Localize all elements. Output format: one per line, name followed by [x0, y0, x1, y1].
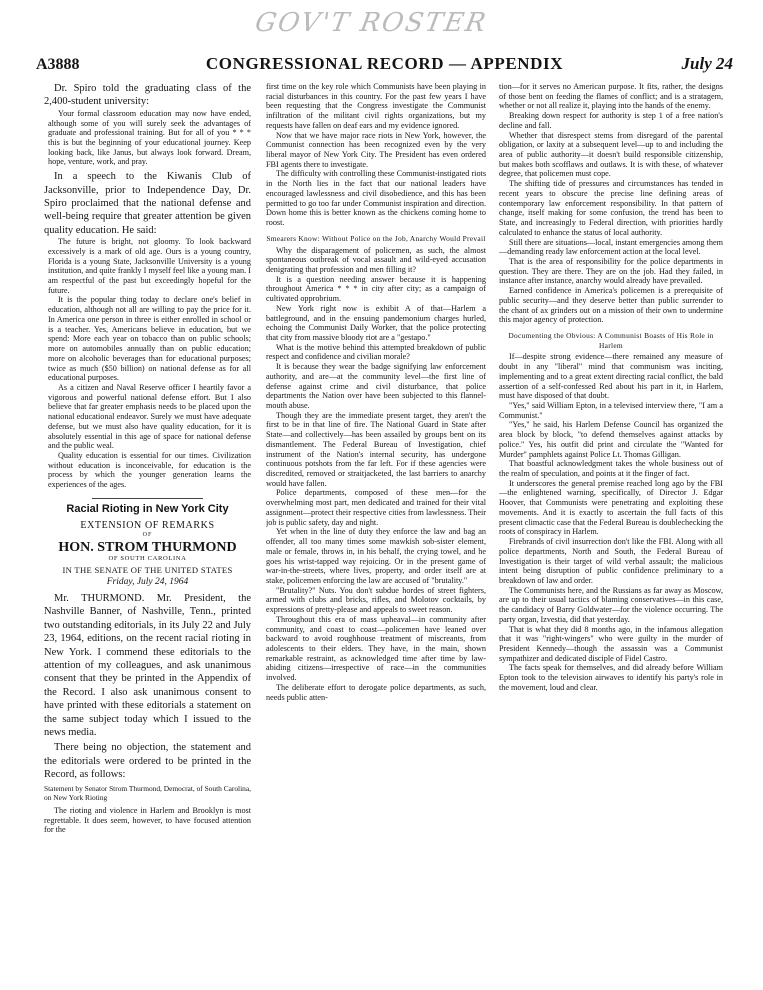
paragraph: Why the disparagement of policemen, as such, the almost spontaneous outbreak of vocal assault and wild-eyed accusation denigrating that profession and men filling it?	[266, 245, 486, 274]
paragraph: That boastful acknowledgment takes the whole business out of the realm of speculation, and points at it the finger of fact.	[499, 459, 723, 479]
divider	[92, 498, 203, 499]
paragraph: The shifting tide of pressures and circumstances has tended in recent years to obscure the precise line defining areas of contemporary law enforcement responsibility. In that pattern of change, itself making for some confusion, the trend has been to State, and increasingly to Federal direction, with priorities hardly calculated to enhance the status of local authority.	[499, 179, 723, 237]
speaker-name: HON. STROM THURMOND	[58, 540, 237, 555]
paragraph: New York right now is exhibit A of that—Harlem a battleground, and in the ensuing pandemonium charges hurled, echoing the Communist Daily Worker, that the police protecting that city from massive bloody riot are a "gestapo."	[266, 303, 486, 342]
paragraph: Mr. THURMOND. Mr. President, the Nashville Banner, of Nashville, Tenn., printed two outstanding editorials, in its July 22 and July 23, 1964, editions, on the recent racial rioting in New York. I commend these editorials to the attention of my colleagues, and ask unanimous consent that they be printed in the Appendix of the Record. I also ask unanimous consent to have printed with these editorials a statement on the same subject today which I issued to the news media.	[44, 592, 251, 738]
header-date: July 24	[681, 54, 733, 73]
paragraph: Still there are situations—local, instant emergencies among them—demanding ready law enforcement action at the local level.	[499, 237, 723, 257]
paragraph: "Yes," he said, his Harlem Defense Council has organized the area block by block, "to defend themselves against attacks by police." Yes, his outfit did print and circulate the "Wanted for Murder" pamphlets against Police Lt. Thomas Gilligan.	[499, 420, 723, 459]
paragraph: It is a question needing answer because it is happening throughout America * * * in city after city; as a campaign of cultivated opprobrium.	[266, 274, 486, 304]
paragraph: "Brutality?" Nuts. You don't subdue hordes of street fighters, armed with clubs and bricks, rifles, and Molotov cocktails, by expressions of pretty-please and appeals to sweet reason.	[266, 585, 486, 615]
editorial-heading: Documenting the Obvious: A Communist Boasts of His Role in Harlem	[508, 330, 714, 350]
paragraph: There being no objection, the statement and the editorials were ordered to be printed in the Record, as follows:	[44, 742, 251, 781]
paragraph: Dr. Spiro told the graduating class of the 2,400-student university:	[44, 83, 251, 108]
paragraph: The deliberate effort to derogate police departments, as such, needs public atten-	[266, 682, 486, 702]
paragraph: That is what they did 8 months ago, in the infamous allegation that it was "right-wingers" who were guilty in the murder of President Kennedy—though the assassin was a Communist sympathizer and dedicated disciple of Fidel Castro.	[499, 624, 723, 663]
quote-paragraph: As a citizen and Naval Reserve officer I heartily favor a vigorous and powerful national defense effort. But I also believe that far greater emphasis needs to be placed upon the national educational endeavor. Surely we must have adequate defense, but we must also have quality education, for it is absolutely essential in this age of space for national defense and the public weal.	[48, 382, 251, 451]
paragraph: If—despite strong evidence—there remained any measure of doubt in any "liberal" mind that communism was inciting, implementing and to a great extent directing racial conflict, the bald assertion of a self-confessed Red about his part in it, in Harlem, must have disposed of that doubt.	[499, 352, 723, 401]
quote-paragraph: Your formal classroom education may now have ended, although some of you will surely seek the advantages of graduate and professional training. But for all of you * * * this is but the beginning of your educational journey. Keep looking back, like Janus, but always look forward. Dream, hope, venture, work, and pray.	[48, 108, 251, 167]
paragraph: "Yes," said William Epton, in a televised interview there, "I am a Communist."	[499, 401, 723, 420]
paragraph: first time on the key role which Communists have been playing in racial disturbances in this country. For the past few years I have been requesting that the Congress investigate the Communist infiltration of the militant civil rights organizations, but my requests have fallen on deaf ears and my evidence ignored.	[266, 82, 486, 130]
paragraph: tion—for it serves no American purpose. It fits, rather, the designs of those bent on feeding the flames of conflict; and is a stratagem, whether or not all realize it, playing into the hands of the enemy.	[499, 82, 723, 111]
editorial-heading: Smearers Know: Without Police on the Job, Anarchy Would Prevail	[266, 233, 486, 243]
paragraph: Breaking down respect for authority is step 1 of a free nation's decline and fall.	[499, 111, 723, 130]
chamber: IN THE SENATE OF THE UNITED STATES	[62, 565, 233, 576]
paragraph: Yet when in the line of duty they enforce the law and bag an offender, all too many times some mawkish sob-sister element, male or female, throws in, in his behalf, the crying towel, and he goes his wrist-tapped way rejoicing. Or in the present game of war-in-the-streets, where lives, property, and order itself are at stake, policemen enforcing the law are accused of "brutality."	[266, 527, 486, 585]
paragraph: The Communists here, and the Russians as far away as Moscow, are up to their usual tactics of blaming conservatives—in this case, the candidacy of Barry Goldwater—for the violence occurring. The party organ, Izvestia, did that yesterday.	[499, 585, 723, 624]
column-1	[44, 82, 251, 984]
paragraph: It is because they wear the badge signifying law enforcement authority, and are—at the community level—the first line of defense against crime and civil disturbance, that police departments the Nation over have been subjected to this flannel-mouth abuse.	[266, 362, 486, 410]
statement-heading: Statement by Senator Strom Thurmond, Democrat, of South Carolina, on New York Rioting	[44, 783, 251, 803]
publication-title: CONGRESSIONAL RECORD — APPENDIX	[205, 54, 564, 73]
column-3	[499, 82, 723, 984]
paragraph: Though they are the immediate present target, they aren't the first to be in that line of fire. The National Guard in State after State—and collectively—has been assailed by groups bent on its dismantlement. The Federal Bureau of Investigation, chief instrument of the Nation's internal security, has undergone continuous potshots from the far left. For if these agencies were discredited, removed or straitjacketed, the last barriers to anarchy would have fallen.	[266, 410, 486, 488]
paragraph: The rioting and violence in Harlem and Brooklyn is most regrettable. It does seem, however, to have focused attention for the	[44, 806, 251, 835]
paragraph: That is the area of responsibility for the police departments in question. They are there. They are on the job. Had they failed, in instance after instance, anarchy would already have prevailed.	[499, 256, 723, 286]
paragraph: Now that we have major race riots in New York, however, the Communist connection has been recognized even by the very liberal mayor of New York City. The President has even ordered FBI agents there to investigate.	[266, 130, 486, 169]
paragraph: What is the motive behind this attempted breakdown of public respect and confidence and civilian morale?	[266, 342, 486, 362]
section-title: Racial Rioting in New York City	[66, 502, 229, 515]
paragraph: Police departments, composed of these men—for the overwhelming most part, men dedicated and trained for their vital assignment—protect their respective cities from lawlessness. Their job is public safety, day and night.	[266, 488, 486, 527]
stamp: GOV'T ROSTER	[252, 8, 490, 38]
page-number: A3888	[36, 56, 80, 73]
paragraph: Whether that disrespect stems from disregard of the parental obligation, or laxity at a subsequent level—up to and including the area of public authority—it doesn't build responsible citizenship, but makes both scofflaws and outlaws. It is with these, of whatever degree, that policemen must cope.	[499, 130, 723, 179]
quote-paragraph: The future is bright, not gloomy. To look backward excessively is a mark of old age. Ours is a young country, Florida is a young State, Jacksonville University is a young institution, and quite frankly I myself feel like a young man. I am respectful of the past but exceedingly hopeful for the future.	[48, 237, 251, 295]
of-label: OF	[142, 532, 153, 539]
column-2	[266, 82, 486, 984]
paragraph: The difficulty with controlling these Communist-instigated riots in the North lies in the fact that our national leaders have encouraged lawlessness and civil disobedience, and this has been permitted to go too far under Communist inspiration and direction. Down home this is better known as the chickens coming home to roost.	[266, 169, 486, 228]
quote-paragraph: It is the popular thing today to declare one's belief in education, although not all are willing to pay the price for it. In America one person in three is either enrolled in school or is a teacher. Yes, Americans believe in education, but we spend: More each year on tobacco than on public schools; more on automobiles annually than on public education; more on alcoholic beverages than for educational purposes; twice as much ($50 billion) on national defense as for all educational purposes.	[48, 295, 251, 383]
speaker-state: OF SOUTH CAROLINA	[108, 554, 187, 562]
paragraph: Firebrands of civil insurrection don't like the FBI. Along with all police departments, North and South, the Federal Bureau of Investigation is their target of wild verbal assault; the malicious intent being disruption of public confidence preliminary to a breakdown of law and order.	[499, 537, 723, 585]
paragraph: In a speech to the Kiwanis Club of Jacksonville, prior to Independence Day, Dr. Spiro proclaimed that the national defense and well-being require that greater attention be given quality education. He said:	[44, 171, 251, 236]
speech-date: Friday, July 24, 1964	[106, 577, 189, 588]
page-header	[36, 52, 733, 78]
paragraph: The facts speak for themselves, and did already before William Epton took to the television airwaves to identify his party's role in the movement, loud and clear.	[499, 663, 723, 692]
quote-paragraph: Quality education is essential for our times. Civilization without education is inconceivable, for education is the process by which the younger generation learns the experiences of the ages.	[48, 450, 251, 490]
paragraph: It underscores the general premise reached long ago by the FBI—the enlightened warning, specifically, of Director J. Edgar Hoover, that Communists were penetrating and exploiting these movements. And it is exactly to ascertain the full facts of this present climactic case that the Federal Bureau is doublechecking the roots of conspiracy in Harlem.	[499, 478, 723, 537]
paragraph: Throughout this era of mass upheaval—in community after community, and coast to coast—policemen have leaned over backward to avoid roughhouse treatment of miscreants, from adolescents to their elders. They have, in the main, shown remarkable restraint, as acknowledged time after time by law-abiding citizens—irrespective of race—in the communities involved.	[266, 614, 486, 683]
extension-heading: EXTENSION OF REMARKS	[80, 519, 215, 531]
paragraph: Earned confidence in America's policemen is a prerequisite of public security—and they deserve better than public surrender to the chant of ax grinders out on a mission of their own to undermine this major agency of protection.	[499, 286, 723, 325]
